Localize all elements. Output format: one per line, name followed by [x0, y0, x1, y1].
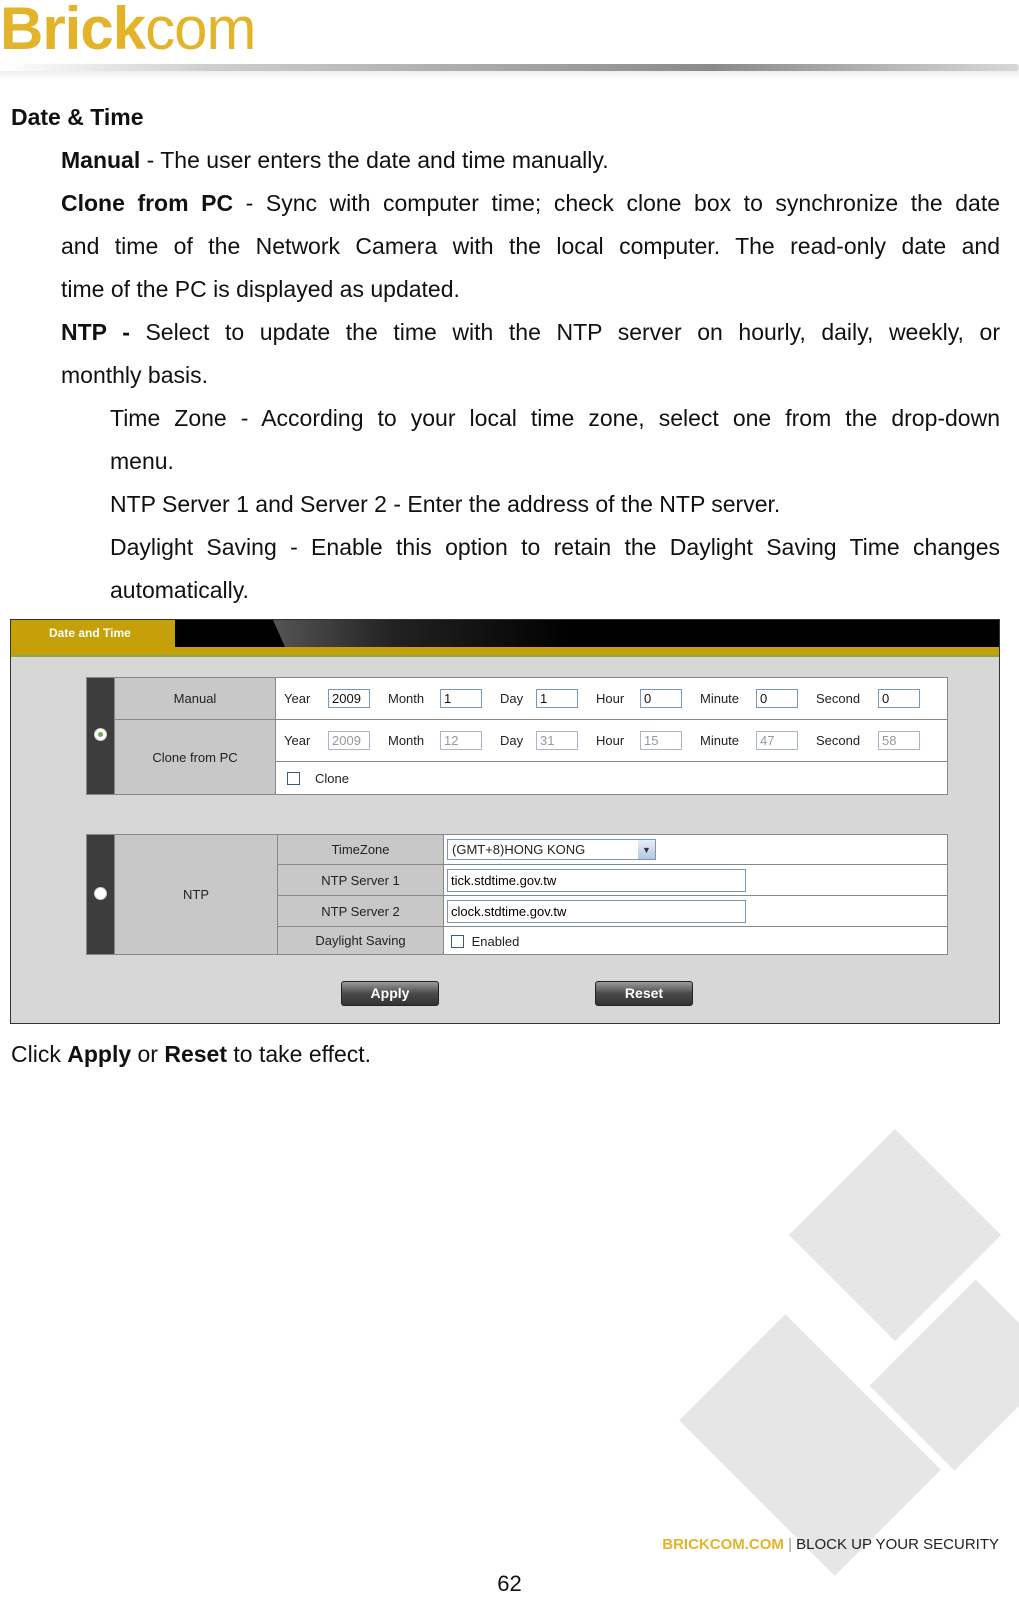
date-time-settings-panel [10, 619, 1000, 1024]
page-number: 62 [497, 1571, 522, 1596]
day-label: Day [500, 733, 524, 748]
chevron-down-icon[interactable]: ▼ [638, 840, 655, 859]
manual-clone-table [86, 677, 948, 795]
timezone-paragraph-line1: Time Zone - According to your local time zone, select one from the drop-down [110, 405, 1000, 431]
ntp-radio-cell [87, 835, 115, 955]
manual-clone-radio[interactable] [94, 728, 107, 741]
ntp-server1-cell [444, 865, 948, 896]
daylight-saving-checkbox-label: Enabled [471, 933, 520, 949]
tab-date-and-time[interactable]: Date and Time [11, 620, 175, 647]
manual-label: Manual [115, 678, 276, 720]
ntp-server2-label: NTP Server 2 [278, 896, 444, 927]
header-shadow [0, 71, 1019, 79]
daylight-paragraph-line1: Daylight Saving - Enable this option to retain the Daylight Saving Time changes [110, 534, 1000, 560]
clone-hour-input [640, 731, 682, 750]
clone-checkbox-cell [276, 762, 948, 795]
footer-separator: | [788, 1536, 792, 1553]
clone-month-input [440, 731, 482, 750]
closing-sentence: Click Apply or Reset to take effect. [11, 1041, 372, 1067]
clone-year-input [328, 731, 370, 750]
ntp-paragraph-line2: monthly basis. [61, 362, 209, 388]
timezone-cell [444, 835, 948, 865]
month-label: Month [388, 733, 425, 748]
brand-logo: Brickcom [0, 0, 256, 62]
daylight-paragraph-line2: automatically. [110, 577, 249, 603]
day-label: Day [500, 691, 524, 706]
year-label: Year [284, 733, 311, 748]
clone-checkbox[interactable] [287, 772, 300, 785]
clone-paragraph-line3: time of the PC is displayed as updated. [61, 276, 460, 302]
footer-brand [662, 1536, 999, 1553]
timezone-select[interactable] [447, 839, 656, 860]
hour-label: Hour [596, 733, 625, 748]
clone-day-input [536, 731, 578, 750]
footer-brand-name: BRICKCOM.COM [662, 1536, 784, 1553]
ntp-server1-input[interactable] [447, 869, 746, 892]
ntp-label: NTP [115, 835, 278, 955]
manual-year-input[interactable] [328, 689, 370, 708]
clone-checkbox-label: Clone [315, 770, 349, 786]
section-title: Date & Time [11, 104, 144, 130]
timezone-label: TimeZone [278, 835, 444, 865]
manual-hour-input[interactable] [640, 689, 682, 708]
hour-label: Hour [596, 691, 625, 706]
clone-label: Clone from PC [115, 720, 276, 795]
manual-second-input[interactable] [878, 689, 920, 708]
timezone-value: (GMT+8)HONG KONG [452, 842, 586, 857]
ntp-server1-label: NTP Server 1 [278, 865, 444, 896]
ntp-server2-cell [444, 896, 948, 927]
footer-tagline: BLOCK UP YOUR SECURITY [796, 1536, 999, 1553]
topbar-gradient [273, 620, 573, 647]
clone-paragraph-line1: Clone from PC - Sync with computer time; check clone box to synchronize the date [61, 190, 1001, 216]
tab-underline [11, 647, 999, 655]
ntp-paragraph-line1: NTP - Select to update the time with the NTP server on hourly, daily, weekly, or [61, 319, 1000, 345]
manual-clone-radio-cell [87, 678, 115, 795]
daylight-saving-checkbox[interactable] [451, 935, 464, 948]
manual-paragraph: Manual - The user enters the date and time manually. [61, 147, 609, 173]
panel-accent-line [11, 655, 999, 657]
header-divider [0, 64, 1019, 71]
clone-minute-input [756, 731, 798, 750]
manual-day-input[interactable] [536, 689, 578, 708]
manual-minute-input[interactable] [756, 689, 798, 708]
timezone-paragraph-line2: menu. [110, 448, 174, 474]
daylight-saving-label: Daylight Saving [278, 927, 444, 955]
ntp-radio[interactable] [94, 887, 107, 900]
apply-button[interactable]: Apply [341, 981, 439, 1006]
manual-month-input[interactable] [440, 689, 482, 708]
ntp-server2-input[interactable] [447, 900, 746, 923]
ntpserver-paragraph: NTP Server 1 and Server 2 - Enter the address of the NTP server. [110, 491, 781, 517]
reset-button[interactable]: Reset [595, 981, 693, 1006]
daylight-saving-cell [444, 927, 948, 955]
ntp-table [86, 834, 948, 955]
second-label: Second [816, 733, 861, 748]
second-label: Second [816, 691, 861, 706]
minute-label: Minute [700, 691, 740, 706]
minute-label: Minute [700, 733, 740, 748]
clone-second-input [878, 731, 920, 750]
year-label: Year [284, 691, 311, 706]
clone-paragraph-line2: and time of the Network Camera with the local computer. The read-only date and [61, 233, 1000, 259]
clone-fields [276, 720, 948, 762]
month-label: Month [388, 691, 425, 706]
manual-fields [276, 678, 948, 720]
